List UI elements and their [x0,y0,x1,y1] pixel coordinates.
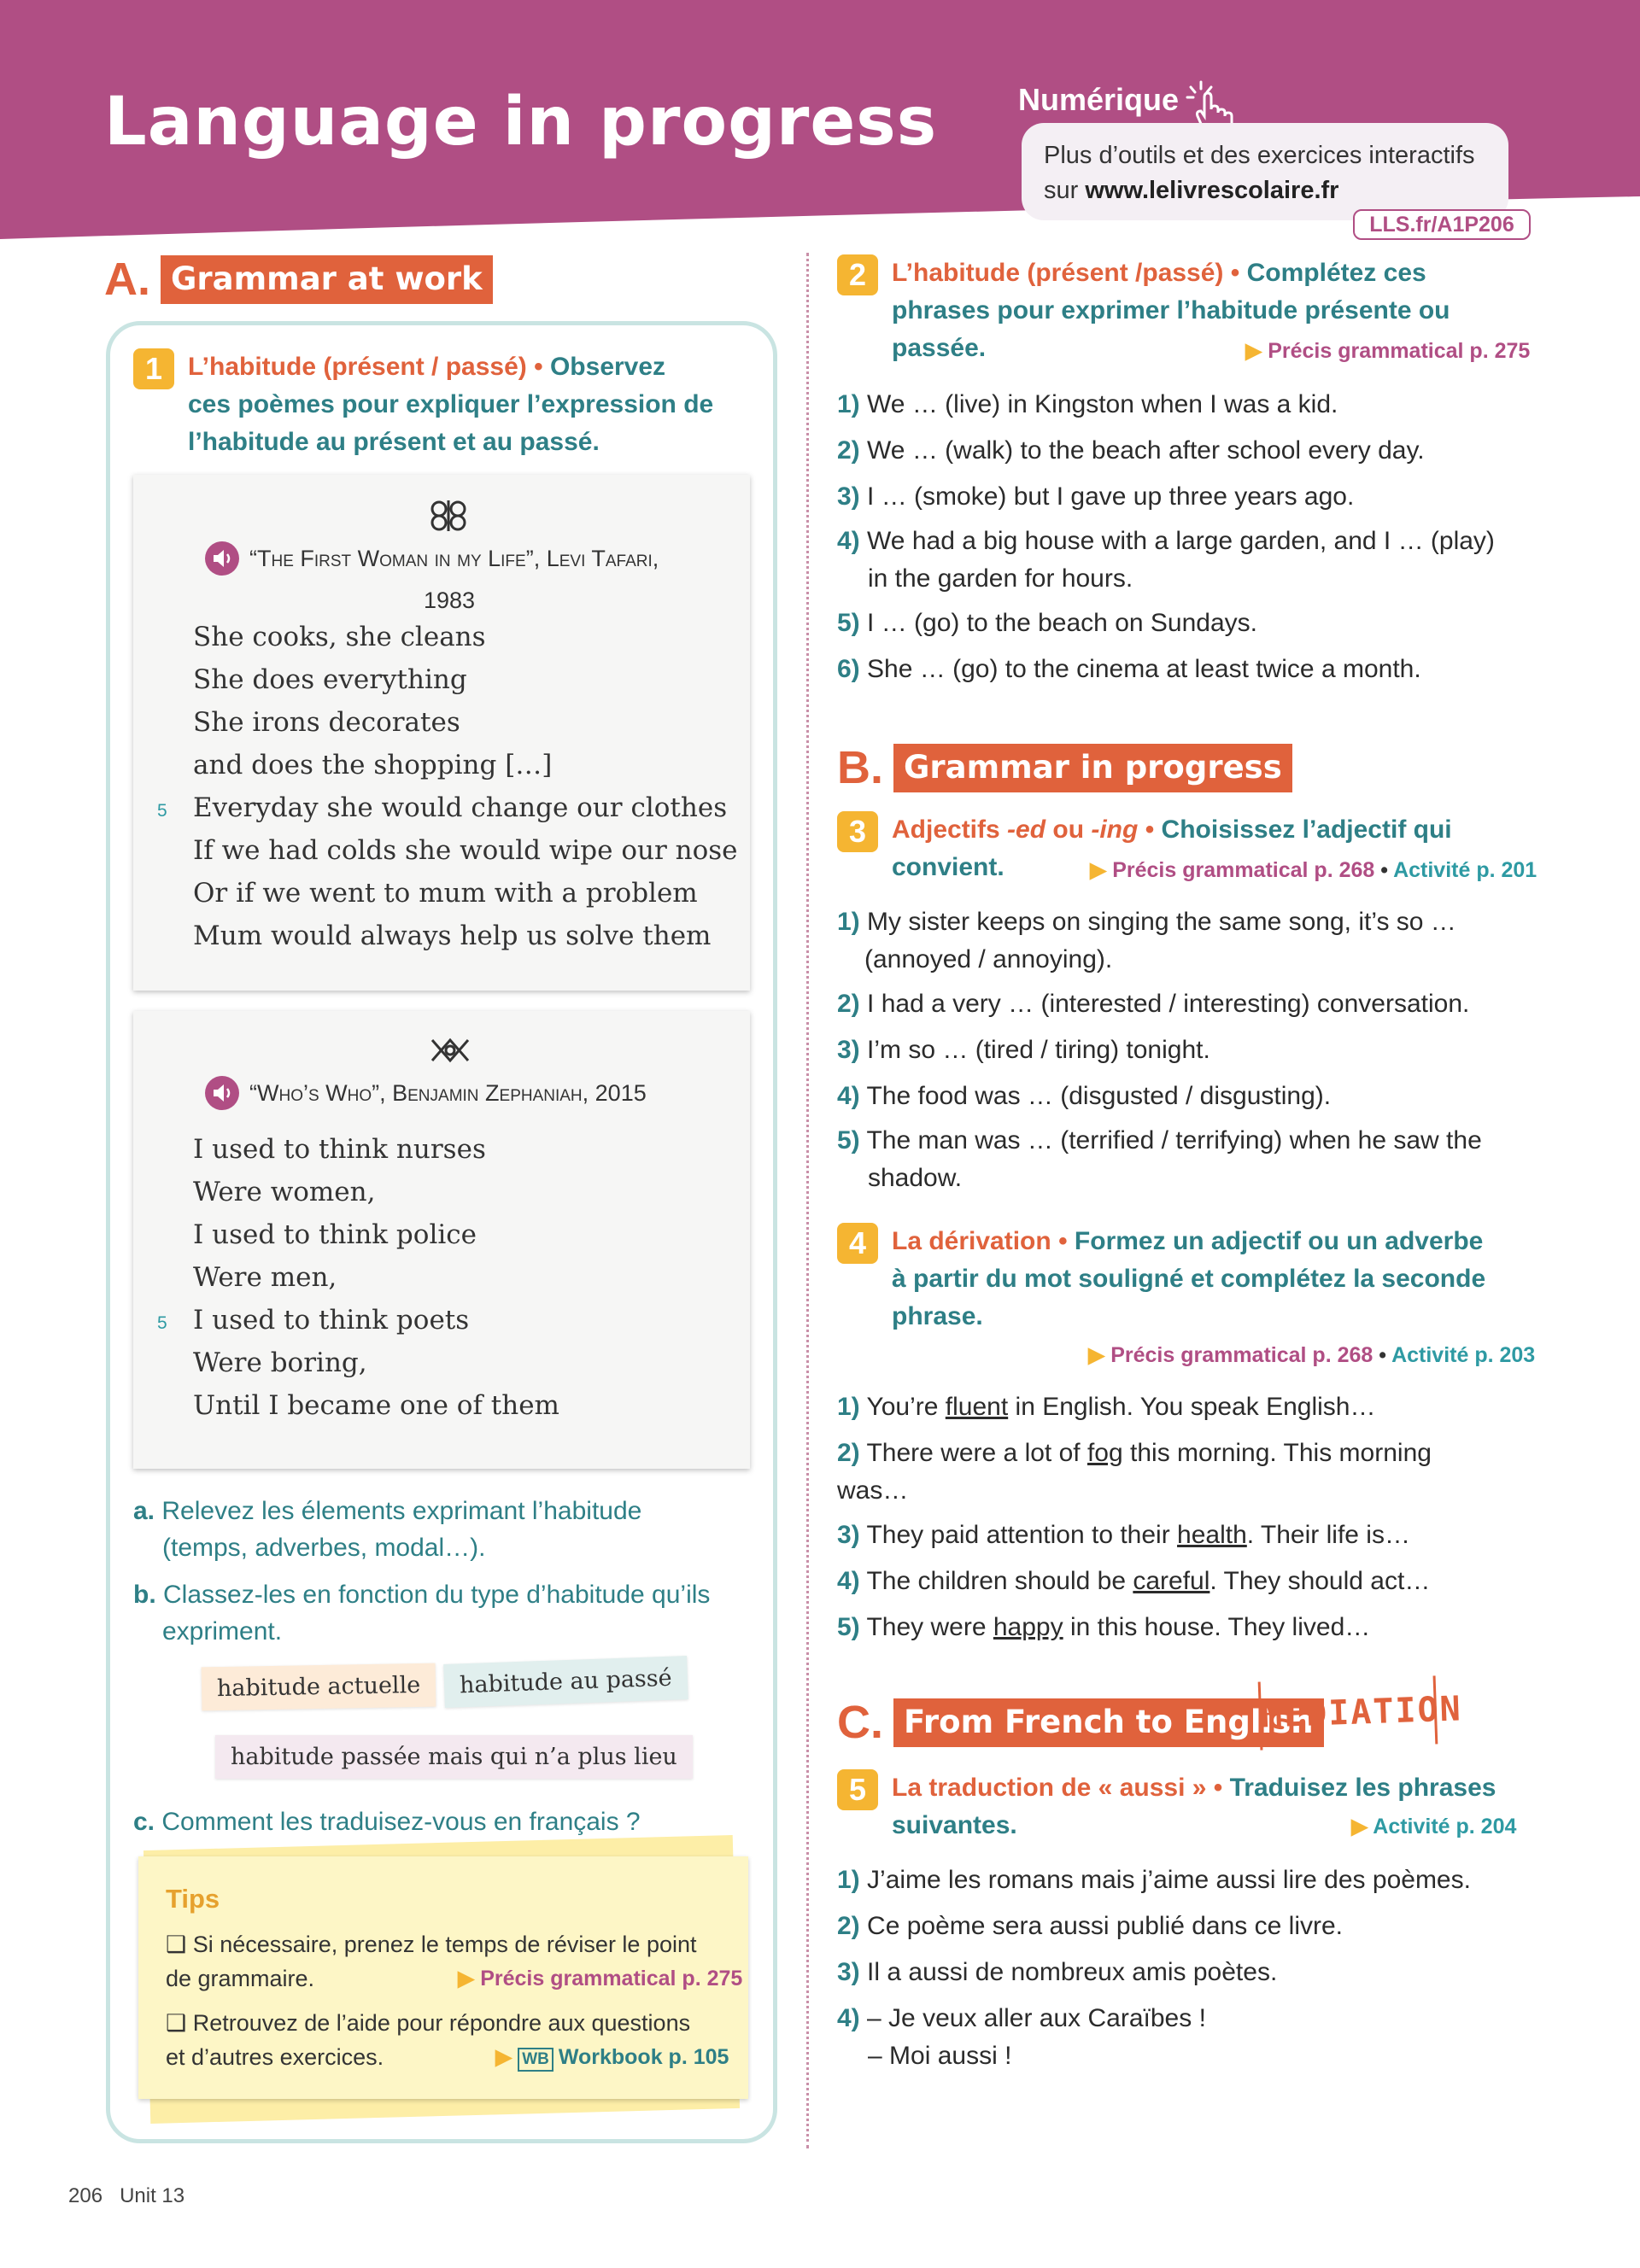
exercise-item: 4) The children should be careful. They should act… [837,1567,1431,1595]
precis-ref-link[interactable]: ▶ Précis grammatical p. 268 • Activité p. 201 [1090,858,1538,882]
exercise-item: 4) The food was … (disgusted / disgusting). [837,1082,1332,1110]
poem-line: She cooks, she cleans [193,622,486,652]
poem-line: Were boring, [193,1347,367,1378]
exercise-number-badge: 1 [133,348,174,389]
exercise-item: 3) They paid attention to their health. Their life is… [837,1521,1410,1549]
exercise-4 [837,1223,1520,1336]
poem-line: She irons decorates [193,707,460,738]
exercise-item: 4) – Je veux aller aux Caraïbes ! – Moi aussi ! [837,2004,1206,2070]
section-title: From French to English [893,1698,1324,1747]
habit-tag: habitude actuelle [202,1663,436,1711]
fleuron-ornament-icon [429,1032,472,1069]
section-title: Grammar at work [161,255,493,304]
tips-line: de grammaire. [166,1966,315,1991]
numerique-box [1022,123,1508,220]
poem-line: If we had colds she would wipe our nose [193,835,738,866]
poem-line: I used to think poets [193,1305,470,1336]
poem-line: I used to think nurses [193,1134,486,1165]
page-title: Language in progress [104,84,938,161]
exercise-1 [133,348,757,461]
exercise-instruction: La traduction de « aussi » • Traduisez les phrases suivantes. [892,1774,1496,1839]
tips-ref-link[interactable]: ▶ Précis grammatical p. 275 [458,1967,743,1990]
exercise-item: 1) We … (live) in Kingston when I was a kid. [837,390,1338,418]
poem-line: Were men, [193,1262,337,1293]
exercise-number-badge: 2 [837,254,878,295]
tips-title: Tips [166,1884,220,1914]
numerique-line1: Plus d’outils et des exercices interactifs [1044,142,1475,169]
exercise-item: 3) I … (smoke) but I gave up three years ago. [837,482,1355,511]
activite-ref-link[interactable]: ▶ Activité p. 204 [1351,1815,1517,1838]
line-number: 5 [157,1313,167,1333]
audio-speaker-icon[interactable] [205,1076,239,1110]
exercise-item: 6) She … (go) to the cinema at least twice a month. [837,655,1421,683]
question-c: c. Comment les traduisez-vous en français ? [133,1808,641,1836]
exercise-instruction: L’habitude (présent / passé) • Observez ces poèmes pour expliquer l’expression de l’habitude au présent et au passé. [188,353,714,456]
exercise-item: 1) My sister keeps on singing the same song, it’s so … (annoyed / annoying). [837,908,1456,973]
exercise-item: 1) J’aime les romans mais j’aime aussi lire des poèmes. [837,1866,1471,1894]
exercise-item: 2) Ce poème sera aussi publié dans ce livre. [837,1912,1343,1940]
poem-line: Or if we went to mum with a problem [193,878,698,909]
column-divider [806,253,809,2148]
exercise-item: 2) There were a lot of fog this morning. This morning was… [837,1439,1432,1505]
poem-reference-2: “Who’s Who”, Benjamin Zephaniah, 2015 [205,1076,647,1110]
audio-speaker-icon[interactable] [205,541,239,576]
poem-line: Everyday she would change our clothes [193,792,728,823]
exercise-number-badge: 3 [837,811,878,852]
exercise-instruction: L’habitude (présent /passé) • Complétez ces phrases pour exprimer l’habitude présente ou passée. [892,259,1450,362]
exercise-number-badge: 5 [837,1769,878,1810]
page-footer [68,2184,184,2208]
exercise-item: 3) I’m so … (tired / tiring) tonight. [837,1036,1210,1064]
exercise-instruction: Adjectifs -ed ou -ing • Choisissez l’adjectif qui convient. [892,815,1452,881]
poem-line: She does everything [193,664,467,695]
workbook-icon: WB [518,2048,554,2072]
tips-line: ❑ Retrouvez de l’aide pour répondre aux questions [166,2010,691,2036]
lls-code-link[interactable]: LLS.fr/A1P206 [1353,209,1531,240]
section-title: Grammar in progress [893,744,1292,792]
habit-tag: habitude passée mais qui n’a plus lieu [215,1735,693,1779]
precis-ref-link[interactable]: ▶ Précis grammatical p. 268 • Activité p. 203 [1088,1343,1536,1367]
page-number: 206 [68,2184,103,2207]
tips-line: ❑ Si nécessaire, prenez le temps de réviser le point [166,1932,697,1957]
exercise-item: 2) I had a very … (interested / interesting) conversation. [837,990,1470,1018]
exercise-number-badge: 4 [837,1223,878,1264]
tips-line: et d’autres exercices. [166,2044,384,2070]
site-link[interactable]: www.lelivrescolaire.fr [1085,177,1339,204]
workbook-link[interactable]: ▶ WB Workbook p. 105 [495,2044,729,2072]
fleuron-ornament-icon [427,497,470,535]
question-a: a. Relevez les élements exprimant l’habitude (temps, adverbes, modal…). [133,1497,642,1562]
poem-line: Mum would always help us solve them [193,921,712,951]
question-b: b. Classez-les en fonction du type d’habitude qu’ils expriment. [133,1581,711,1645]
precis-ref-link[interactable]: ▶ Précis grammatical p. 275 [1245,339,1531,363]
poem-year-1: 1983 [424,587,476,613]
mediation-stamp: MEDIATION [1258,1675,1438,1750]
poem-line: Until I became one of them [193,1390,559,1421]
poem-line: I used to think police [193,1219,477,1250]
poem-line: Were women, [193,1177,376,1207]
section-letter: A. [104,254,150,305]
exercise-item: 3) Il a aussi de nombreux amis poètes. [837,1958,1278,1986]
exercise-item: 5) I … (go) to the beach on Sundays. [837,609,1257,637]
numerique-label: Numérique [1018,82,1180,117]
exercise-item: 1) You’re fluent in English. You speak English… [837,1393,1376,1421]
section-c-heading [837,1696,1324,1749]
exercise-item: 2) We … (walk) to the beach after school every day. [837,436,1425,465]
exercise-item: 4) We had a big house with a large garden, and I … (play) in the garden for hours. [837,527,1495,593]
exercise-instruction: La dérivation • Formez un adjectif ou un adverbe à partir du mot souligné et complétez la seconde phrase. [892,1227,1486,1330]
line-number: 5 [157,801,167,821]
section-b-heading [837,741,1292,794]
numerique-line2: sur www.lelivrescolaire.fr [1044,177,1339,204]
exercise-item: 5) The man was … (terrified / terrifying) when he saw the shadow. [837,1126,1482,1192]
section-letter: B. [837,742,883,793]
exercise-item: 5) They were happy in this house. They lived… [837,1613,1371,1641]
section-a-heading [104,253,493,306]
section-letter: C. [837,1697,883,1748]
poem-reference-1: “The First Woman in my Life”, Levi Tafari, [205,541,659,576]
habit-tag: habitude au passé [443,1656,688,1708]
unit-label: Unit 13 [120,2184,185,2207]
poem-line: and does the shopping […] [193,750,553,780]
